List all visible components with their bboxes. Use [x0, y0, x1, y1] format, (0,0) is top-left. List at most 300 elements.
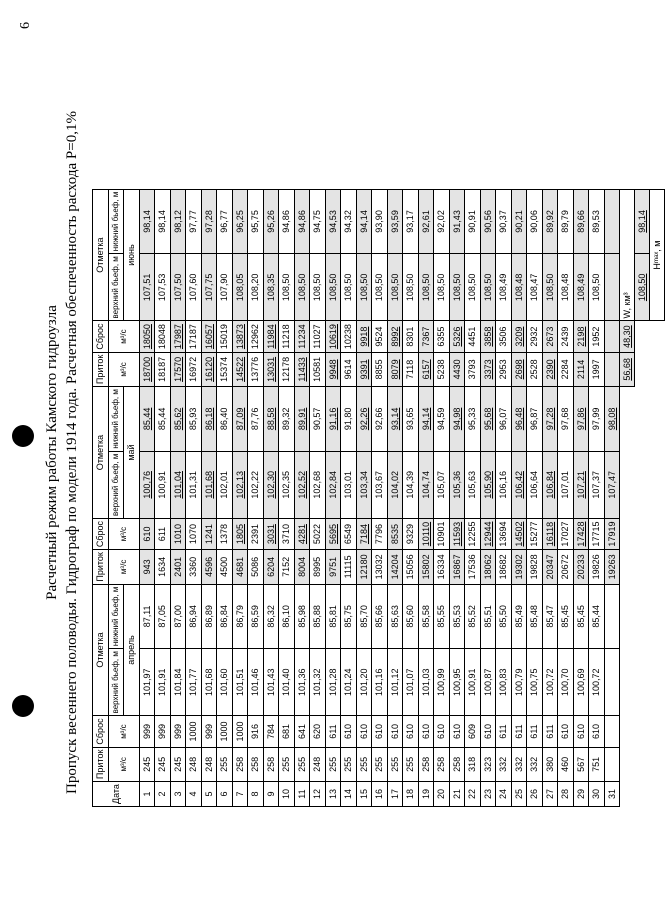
- june-cell: 11218: [279, 321, 295, 352]
- april-cell: 85,49: [511, 584, 527, 649]
- april-cell: [604, 747, 620, 781]
- may-cell: 107,47: [604, 451, 620, 518]
- may-cell: 104,39: [403, 451, 419, 518]
- day-cell: 6: [217, 782, 233, 807]
- table-row: [170, 189, 186, 806]
- june-cell: [604, 352, 620, 386]
- table-row: [139, 189, 155, 806]
- may-cell: 19302: [511, 550, 527, 584]
- april-cell: 101,24: [341, 649, 357, 716]
- unit-header: м³/с: [108, 550, 139, 584]
- april-cell: 611: [527, 716, 543, 747]
- table-row: [325, 189, 341, 806]
- month-june: июнь: [124, 189, 140, 321]
- april-cell: 1000: [217, 716, 233, 747]
- april-cell: 100,83: [496, 649, 512, 716]
- april-cell: 85,70: [356, 584, 372, 649]
- day-cell: 31: [604, 782, 620, 807]
- june-cell: 95,75: [248, 189, 264, 254]
- april-cell: 100,70: [558, 649, 574, 716]
- may-cell: 17715: [589, 518, 605, 549]
- may-cell: 105,07: [434, 451, 450, 518]
- april-mark-header: Отметка: [93, 584, 109, 716]
- day-cell: 29: [573, 782, 589, 807]
- april-cell: 567: [573, 747, 589, 781]
- may-discharge-header: Сброс: [93, 518, 109, 549]
- june-cell: 108,50: [372, 254, 388, 321]
- table-row: [573, 189, 589, 806]
- april-cell: 86,32: [263, 584, 279, 649]
- june-cell: 5238: [434, 352, 450, 386]
- june-inflow-header: Приток: [93, 352, 109, 386]
- june-cell: 94,53: [325, 189, 341, 254]
- may-cell: 1805: [232, 518, 248, 549]
- day-cell: 7: [232, 782, 248, 807]
- may-cell: 102,68: [310, 451, 326, 518]
- may-cell: 102,30: [263, 451, 279, 518]
- april-cell: 245: [139, 747, 155, 781]
- april-cell: 258: [232, 747, 248, 781]
- june-cell: 89,92: [542, 189, 558, 254]
- may-cell: 102,52: [294, 451, 310, 518]
- unit-header: м³/с: [108, 716, 139, 747]
- day-cell: 20: [434, 782, 450, 807]
- april-cell: 100,87: [480, 649, 496, 716]
- may-cell: 17027: [558, 518, 574, 549]
- april-cell: 318: [465, 747, 481, 781]
- page-number: 6: [18, 22, 33, 29]
- table-row: [232, 189, 248, 806]
- date-header: Дата: [93, 782, 140, 807]
- may-cell: 3360: [186, 550, 202, 584]
- april-cell: 609: [465, 716, 481, 747]
- may-cell: 102,13: [232, 451, 248, 518]
- regime-table: [92, 189, 665, 807]
- may-cell: 97,99: [589, 387, 605, 452]
- may-cell: 14204: [387, 550, 403, 584]
- june-cell: 94,86: [294, 189, 310, 254]
- april-cell: 101,51: [232, 649, 248, 716]
- june-cell: 11234: [294, 321, 310, 352]
- table-row: [434, 189, 450, 806]
- april-cell: 460: [558, 747, 574, 781]
- may-cell: 18682: [496, 550, 512, 584]
- table-row: [155, 189, 171, 806]
- may-cell: 1241: [201, 518, 217, 549]
- may-cell: 19263: [604, 550, 620, 584]
- april-cell: 86,89: [201, 584, 217, 649]
- june-cell: 93,90: [372, 189, 388, 254]
- inflow-volume-total: 56,68: [620, 352, 635, 386]
- april-cell: 85,81: [325, 584, 341, 649]
- may-cell: 12255: [465, 518, 481, 549]
- june-cell: 17570: [170, 352, 186, 386]
- april-cell: 255: [372, 747, 388, 781]
- april-cell: 999: [170, 716, 186, 747]
- day-cell: 25: [511, 782, 527, 807]
- april-cell: 610: [480, 716, 496, 747]
- april-cell: 248: [201, 747, 217, 781]
- volume-label: W, км³: [620, 189, 635, 321]
- day-cell: 11: [294, 782, 310, 807]
- may-cell: 16334: [434, 550, 450, 584]
- table-row: [263, 189, 279, 806]
- april-cell: 610: [372, 716, 388, 747]
- april-inflow-header: Приток: [93, 747, 109, 781]
- may-cell: 6204: [263, 550, 279, 584]
- april-cell: 85,75: [341, 584, 357, 649]
- june-cell: 107,50: [170, 254, 186, 321]
- april-cell: 85,44: [589, 584, 605, 649]
- april-cell: [604, 584, 620, 649]
- may-cell: 10901: [434, 518, 450, 549]
- june-cell: 108,50: [434, 254, 450, 321]
- june-cell: [604, 189, 620, 254]
- document-title: Расчетный режим работы Камского гидроузла: [44, 305, 60, 600]
- may-cell: 4500: [217, 550, 233, 584]
- table-row: [418, 189, 434, 806]
- june-cell: 10238: [341, 321, 357, 352]
- april-cell: 255: [387, 747, 403, 781]
- june-cell: 4451: [465, 321, 481, 352]
- lower-pool-header: нижний бьеф, м: [108, 387, 124, 452]
- may-cell: 9329: [403, 518, 419, 549]
- day-cell: 14: [341, 782, 357, 807]
- table-row: [310, 189, 326, 806]
- june-cell: 18187: [155, 352, 171, 386]
- may-cell: 94,14: [418, 387, 434, 452]
- may-cell: 19826: [589, 550, 605, 584]
- may-cell: 102,84: [325, 451, 341, 518]
- june-cell: 98,12: [170, 189, 186, 254]
- april-cell: 85,45: [573, 584, 589, 649]
- may-cell: 97,68: [558, 387, 574, 452]
- table-row: [589, 189, 605, 806]
- april-cell: 85,63: [387, 584, 403, 649]
- may-cell: 11115: [341, 550, 357, 584]
- june-cell: 1952: [589, 321, 605, 352]
- day-cell: 12: [310, 782, 326, 807]
- june-cell: 108,48: [511, 254, 527, 321]
- april-cell: 101,43: [263, 649, 279, 716]
- april-cell: 85,47: [542, 584, 558, 649]
- may-cell: 97,28: [542, 387, 558, 452]
- june-cell: 2390: [542, 352, 558, 386]
- june-cell: 10619: [325, 321, 341, 352]
- june-cell: 98,14: [155, 189, 171, 254]
- june-cell: 94,14: [356, 189, 372, 254]
- april-cell: 323: [480, 747, 496, 781]
- day-cell: 2: [155, 782, 171, 807]
- june-cell: 108,35: [263, 254, 279, 321]
- may-cell: 5086: [248, 550, 264, 584]
- april-cell: 86,84: [217, 584, 233, 649]
- may-cell: 5022: [310, 518, 326, 549]
- june-cell: 108,50: [294, 254, 310, 321]
- day-cell: 13: [325, 782, 341, 807]
- june-cell: 108,50: [542, 254, 558, 321]
- april-cell: 610: [403, 716, 419, 747]
- june-cell: 108,50: [465, 254, 481, 321]
- april-cell: 100,72: [589, 649, 605, 716]
- april-cell: 999: [155, 716, 171, 747]
- june-cell: 2114: [573, 352, 589, 386]
- may-cell: 106,42: [511, 451, 527, 518]
- lower-pool-header: нижний бьеф, м: [108, 584, 124, 649]
- may-cell: 103,34: [356, 451, 372, 518]
- day-cell: 16: [372, 782, 388, 807]
- april-cell: 85,60: [403, 584, 419, 649]
- april-cell: 610: [589, 716, 605, 747]
- may-cell: 105,63: [465, 451, 481, 518]
- upper-pool-header: верхний бьеф, м: [108, 649, 124, 716]
- june-cell: 1997: [589, 352, 605, 386]
- may-cell: 943: [139, 550, 155, 584]
- june-cell: 2673: [542, 321, 558, 352]
- june-cell: 92,02: [434, 189, 450, 254]
- table-row: [511, 189, 527, 806]
- may-mark-header: Отметка: [93, 387, 109, 519]
- may-cell: 5695: [325, 518, 341, 549]
- june-cell: 89,66: [573, 189, 589, 254]
- june-cell: 2953: [496, 352, 512, 386]
- april-cell: 101,07: [403, 649, 419, 716]
- june-cell: 108,47: [527, 254, 543, 321]
- april-cell: 258: [434, 747, 450, 781]
- june-cell: 8855: [372, 352, 388, 386]
- table-row: [201, 189, 217, 806]
- april-cell: 245: [170, 747, 186, 781]
- may-cell: 15056: [403, 550, 419, 584]
- june-cell: 17187: [186, 321, 202, 352]
- may-cell: 85,93: [186, 387, 202, 452]
- day-cell: 4: [186, 782, 202, 807]
- may-cell: 100,76: [139, 451, 155, 518]
- june-cell: 108,50: [310, 254, 326, 321]
- june-cell: 13776: [248, 352, 264, 386]
- may-cell: 85,44: [139, 387, 155, 452]
- june-mark-header: Отметка: [93, 189, 109, 321]
- june-cell: 108,48: [558, 254, 574, 321]
- discharge-volume-total: 48,30: [620, 321, 635, 352]
- april-cell: 1000: [186, 716, 202, 747]
- may-cell: 85,62: [170, 387, 186, 452]
- june-cell: 2932: [527, 321, 543, 352]
- may-cell: 91,80: [341, 387, 357, 452]
- april-cell: 245: [155, 747, 171, 781]
- may-cell: 88,58: [263, 387, 279, 452]
- april-cell: 100,69: [573, 649, 589, 716]
- june-cell: 3858: [480, 321, 496, 352]
- june-cell: 108,50: [403, 254, 419, 321]
- day-cell: 1: [139, 782, 155, 807]
- june-cell: 7118: [403, 352, 419, 386]
- day-cell: 30: [589, 782, 605, 807]
- june-cell: 107,75: [201, 254, 217, 321]
- hmax-label: Hᵐᵃˣ, м: [650, 189, 665, 321]
- april-cell: 258: [449, 747, 465, 781]
- may-cell: 16118: [542, 518, 558, 549]
- april-cell: 101,77: [186, 649, 202, 716]
- table-row: [387, 189, 403, 806]
- april-cell: 611: [325, 716, 341, 747]
- june-cell: 94,32: [341, 189, 357, 254]
- may-cell: 106,16: [496, 451, 512, 518]
- april-cell: 86,79: [232, 584, 248, 649]
- june-cell: 93,17: [403, 189, 419, 254]
- june-cell: 3506: [496, 321, 512, 352]
- may-cell: 2391: [248, 518, 264, 549]
- table-row: [279, 189, 295, 806]
- june-cell: 90,91: [465, 189, 481, 254]
- june-cell: 90,21: [511, 189, 527, 254]
- june-cell: 91,43: [449, 189, 465, 254]
- june-cell: 9918: [356, 321, 372, 352]
- april-cell: 751: [589, 747, 605, 781]
- april-cell: 255: [294, 747, 310, 781]
- day-cell: 28: [558, 782, 574, 807]
- april-cell: 610: [387, 716, 403, 747]
- day-cell: 15: [356, 782, 372, 807]
- may-cell: 18062: [480, 550, 496, 584]
- april-cell: 101,97: [139, 649, 155, 716]
- may-cell: 1070: [186, 518, 202, 549]
- june-cell: 108,49: [496, 254, 512, 321]
- may-cell: 11593: [449, 518, 465, 549]
- day-cell: 9: [263, 782, 279, 807]
- may-cell: 16867: [449, 550, 465, 584]
- june-cell: 8079: [387, 352, 403, 386]
- april-cell: 255: [217, 747, 233, 781]
- june-cell: 3209: [511, 321, 527, 352]
- day-cell: 21: [449, 782, 465, 807]
- june-cell: 97,77: [186, 189, 202, 254]
- document-subtitle: Пропуск весеннего половодья. Гидрограф по модели 1914 года. Расчетная обеспеченность расхода Р=0,1%: [64, 111, 80, 794]
- day-cell: 24: [496, 782, 512, 807]
- june-cell: 7367: [418, 321, 434, 352]
- punch-hole-left: [12, 695, 34, 717]
- unit-header: м³/с: [108, 321, 139, 352]
- may-cell: 8004: [294, 550, 310, 584]
- may-cell: 7796: [372, 518, 388, 549]
- june-cell: 16057: [201, 321, 217, 352]
- day-cell: 18: [403, 782, 419, 807]
- day-cell: 22: [465, 782, 481, 807]
- june-cell: 89,79: [558, 189, 574, 254]
- april-cell: 610: [418, 716, 434, 747]
- april-cell: 255: [403, 747, 419, 781]
- june-cell: 108,50: [589, 254, 605, 321]
- june-cell: 2284: [558, 352, 574, 386]
- may-cell: 6549: [341, 518, 357, 549]
- table-row: [604, 189, 620, 806]
- may-cell: 1378: [217, 518, 233, 549]
- april-cell: 255: [279, 747, 295, 781]
- table-row: [465, 189, 481, 806]
- may-cell: 8995: [310, 550, 326, 584]
- june-cell: 108,05: [232, 254, 248, 321]
- april-cell: 255: [325, 747, 341, 781]
- april-cell: 380: [542, 747, 558, 781]
- may-cell: 10110: [418, 518, 434, 549]
- unit-header: м³/с: [108, 747, 139, 781]
- may-cell: 106,64: [527, 451, 543, 518]
- may-cell: 92,26: [356, 387, 372, 452]
- day-cell: 26: [527, 782, 543, 807]
- may-cell: 96,87: [527, 387, 543, 452]
- day-cell: 10: [279, 782, 295, 807]
- april-cell: 332: [496, 747, 512, 781]
- june-cell: 8301: [403, 321, 419, 352]
- june-cell: 108,50: [356, 254, 372, 321]
- june-cell: 6157: [418, 352, 434, 386]
- month-april: апрель: [124, 584, 140, 716]
- april-cell: 258: [248, 747, 264, 781]
- june-cell: 11984: [263, 321, 279, 352]
- april-cell: 101,36: [294, 649, 310, 716]
- june-discharge-header: Сброс: [93, 321, 109, 352]
- may-cell: 7152: [279, 550, 295, 584]
- table-row: [294, 189, 310, 806]
- june-cell: 9948: [325, 352, 341, 386]
- june-cell: 15374: [217, 352, 233, 386]
- may-cell: 3031: [263, 518, 279, 549]
- april-cell: 87,00: [170, 584, 186, 649]
- may-cell: 7184: [356, 518, 372, 549]
- june-cell: 90,37: [496, 189, 512, 254]
- june-cell: 108,50: [449, 254, 465, 321]
- punch-hole-right: [12, 425, 34, 447]
- june-cell: 14522: [232, 352, 248, 386]
- june-cell: 108,20: [248, 254, 264, 321]
- may-cell: 1634: [155, 550, 171, 584]
- may-cell: 107,21: [573, 451, 589, 518]
- hmax-lower-value: 98,14: [635, 189, 650, 254]
- may-cell: 102,22: [248, 451, 264, 518]
- may-cell: 94,98: [449, 387, 465, 452]
- table-row: [542, 189, 558, 806]
- may-cell: 89,91: [294, 387, 310, 452]
- april-cell: 332: [527, 747, 543, 781]
- june-cell: 2439: [558, 321, 574, 352]
- may-cell: 12180: [356, 550, 372, 584]
- june-cell: 12178: [279, 352, 295, 386]
- april-cell: 85,45: [558, 584, 574, 649]
- april-cell: 101,68: [201, 649, 217, 716]
- may-cell: 107,01: [558, 451, 574, 518]
- may-cell: 91,16: [325, 387, 341, 452]
- june-cell: 12962: [248, 321, 264, 352]
- table-row: [527, 189, 543, 806]
- table-row: [356, 189, 372, 806]
- june-cell: 92,61: [418, 189, 434, 254]
- april-cell: 100,79: [511, 649, 527, 716]
- may-cell: 1010: [170, 518, 186, 549]
- june-cell: 6355: [434, 321, 450, 352]
- may-cell: 20347: [542, 550, 558, 584]
- day-cell: 17: [387, 782, 403, 807]
- day-cell: 5: [201, 782, 217, 807]
- may-cell: 98,08: [604, 387, 620, 452]
- april-cell: 255: [341, 747, 357, 781]
- april-cell: 610: [449, 716, 465, 747]
- april-cell: 248: [186, 747, 202, 781]
- may-cell: 13694: [496, 518, 512, 549]
- june-cell: 10581: [310, 352, 326, 386]
- april-cell: 611: [542, 716, 558, 747]
- april-cell: 101,16: [372, 649, 388, 716]
- may-cell: 4681: [232, 550, 248, 584]
